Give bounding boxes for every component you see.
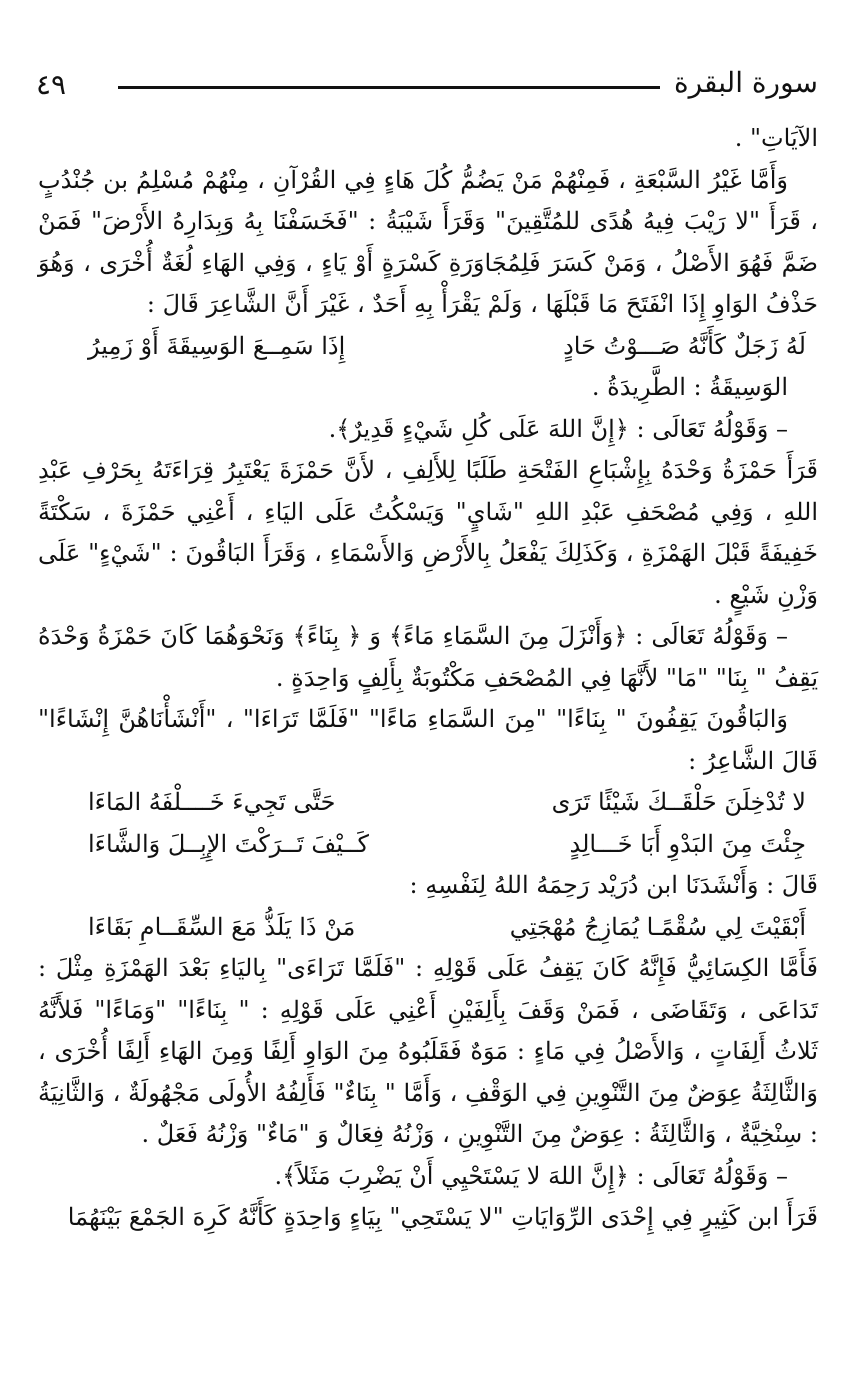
- verse-hemistich-second: إِذَا سَمِــعَ الوَسِيقَةَ أَوْ زَمِيرُ: [88, 331, 346, 360]
- page-number: ٤٩: [36, 68, 67, 101]
- page-header: [30, 60, 820, 110]
- paragraph: الآيَاتِ" .: [734, 124, 818, 152]
- verse-citation: – وَقَوْلُهُ تَعَالَى : ﴿إِنَّ اللهَ لا يَسْتَحْيِي أَنْ يَضْرِبَ مَثَلاً﴾.: [274, 1161, 788, 1190]
- paragraph: وَأَمَّا غَيْرُ السَّبْعَةِ ، فَمِنْهُمْ مَنْ يَضُمُّ كُلَ هَاءٍ فِي القُرْآنِ ، مِنْهُمْ مُسْلِمُ بن جُنْدُبٍ ، قَرَأَ "لا رَيْبَ فِيهُ هُدًى للمُتَّقِينَ" وَقَرَأَ شَيْبَةُ : "فَخَسَفْنَا بِهُ وَبِدَارِهُ الأَرْضَ" فَمَنْ ضَمَّ فَهُوَ الأَصْلُ ، وَمَنْ كَسَرَ فَلِمُجَاوَرَةِ كَسْرَةٍ أَوْ يَاءٍ ، وَفِي الهَاءِ لُغَةٌ أُخْرَى ، وَهُوَ حَذْفُ الوَاوِ إِذَا انْفَتَحَ مَا قَبْلَهَا ، وَلَمْ يَقْرَأْ بِهِ أَحَدٌ ، غَيْرَ أَنَّ الشَّاعِرَ قَالَ :: [38, 165, 818, 318]
- poetry-verse: [38, 824, 818, 866]
- paragraph: فَأَمَّا الكِسَائِيُّ فَإِنَّهُ كَانَ يَقِفُ عَلَى قَوْلِهِ : "فَلَمَّا تَرَاءَى" بِاليَاءِ بَعْدَ الهَمْزَةِ مِثْلَ : تَدَاعَى ، وَتَقَاضَى ، فَمَنْ وَقَفَ بِأَلِفَيْنِ أَعْنِي عَلَى قَوْلِهِ : " بِنَاءًا" "وَمَاءًا" فَلأَنَّهُ ثَلاثُ أَلِفَاتٍ ، وَالأَصْلُ فِي مَاءٍ : مَوَهٌ فَقَلَبُوهُ مِنَ الوَاوِ أَلِفًا وَمِنَ الهَاءِ أَلِفًا أُخْرَى ، وَالثَّالِثَةُ عِوَضٌ مِنَ التَّنْوِينِ فِي الوَقْفِ ، وَأَمَّا " بِنَاءٌ" فَأَلِفُهُ الأُولَى مَجْهُولَةٌ ، وَالثَّانِيَةُ : سِنْخِيَّةٌ ، وَالثَّالِثَةُ : عِوَضٌ مِنَ التَّنْوِينِ ، وَزْنُهُ فِعَالٌ وَ "مَاءٌ" وَزْنُهُ فَعَلٌ .: [38, 954, 818, 1148]
- verse-hemistich-first: لَهُ زَجَلٌ كَأَنَّهُ صَـــوْتُ حَادٍ: [563, 331, 806, 360]
- verse-hemistich-second: مَنْ ذَا يَلَذُّ مَعَ السِّقَــامِ بَقَاءَا: [88, 912, 356, 941]
- poetry-verse: [38, 326, 818, 368]
- surah-title: سورة البقرة: [673, 66, 818, 99]
- header-rule: [118, 86, 660, 89]
- paragraph: وَالبَاقُونَ يَقِفُونَ " بِنَاءًا" "مِنَ السَّمَاءِ مَاءًا" "فَلَمَّا تَرَاءَا" ، "أَنْشَأْنَاهُنَّ إِنْشَاءًا" قَالَ الشَّاعِرُ :: [38, 705, 818, 775]
- verse-hemistich-second: حَتَّى تَجِيءَ خَــــلْفَهُ المَاءَا: [88, 788, 336, 816]
- paragraph: قَرَأَ حَمْزَةُ وَحْدَهُ بِإِشْبَاعِ الفَتْحَةِ طَلَبًا لِلأَلِفِ ، لأَنَّ حَمْزَةَ يَعْتَبِرُ قِرَاءَتَهُ بِحَرْفِ عَبْدِ اللهِ ، وَفِي مُصْحَفِ عَبْدِ اللهِ "شَايٍ" وَيَسْكُتُ عَلَى اليَاءِ ، أَعْنِي حَمْزَةَ ، سَكْتَةً خَفِيفَةً قَبْلَ الهَمْزَةِ ، وَكَذَلِكَ يَفْعَلُ بِالأَرْضِ وَالأَسْمَاءِ ، وَقَرَأَ البَاقُونَ : "شَيْءٍ" عَلَى وَزْنِ شَيْعٍ .: [38, 456, 819, 609]
- verse-hemistich-second: كَــيْفَ تَــرَكْتَ الإِبِــلَ وَالشَّاءَا: [88, 829, 369, 858]
- verse-hemistich-first: أَبْقَيْتَ لِي سُقْمًـا يُمَازِجُ مُهْجَتِي: [509, 912, 806, 941]
- paragraph: قَرَأَ ابن كَثِيرٍ فِي إِحْدَى الرِّوَايَاتِ "لا يَسْتَحِي" بِيَاءٍ وَاحِدَةٍ كَأَنَّهُ كَرِهَ الجَمْعَ بَيْنَهُمَا: [67, 1203, 818, 1231]
- poetry-verse: [38, 907, 818, 949]
- paragraph: قَالَ : وَأَنْشَدَنَا ابن دُرَيْد رَحِمَهُ اللهُ لِنَفْسِهِ :: [409, 871, 818, 899]
- verse-citation: – وَقَوْلُهُ تَعَالَى : ﴿وَأَنْزَلَ مِنَ السَّمَاءِ مَاءً﴾ وَ ﴿ بِنَاءً﴾ وَنَحْوَهُمَا كَانَ حَمْزَةُ وَحْدَهُ يَقِفُ " بِنَا" "مَا" لأَنَّهَا فِي المُصْحَفِ مَكْتُوبَةٌ بِأَلِفٍ وَاحِدَةٍ .: [38, 622, 818, 692]
- paragraph: الوَسِيقَةُ : الطَّرِيدَةُ .: [591, 373, 788, 401]
- verse-citation: – وَقَوْلُهُ تَعَالَى : ﴿إِنَّ اللهَ عَلَى كُلِ شَيْءٍ قَدِيرٌ﴾.: [328, 414, 788, 443]
- page-body: [38, 118, 818, 1239]
- verse-hemistich-first: لا تُدْخِلَنَ حَلْقَــكَ شَيْئًا تَرَى: [551, 788, 806, 816]
- verse-hemistich-first: جِئْتَ مِنَ البَدْوِ أَبَا خَـــالِدٍ: [569, 829, 806, 858]
- poetry-verse: [38, 782, 818, 824]
